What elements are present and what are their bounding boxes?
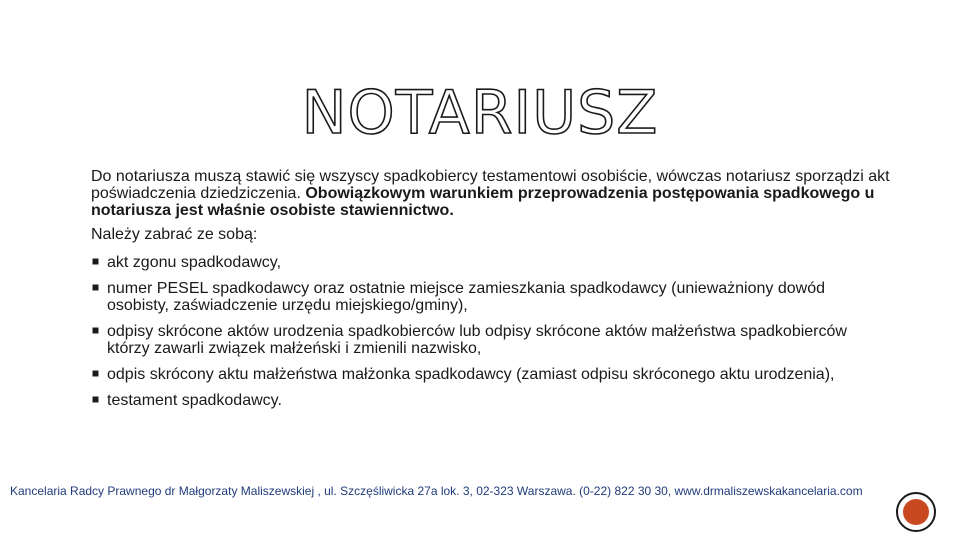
list-item (91, 366, 891, 383)
list-item-text: testament spadkodawcy. (107, 392, 282, 409)
circle-badge-icon (896, 492, 936, 532)
list-item-text: akt zgonu spadkodawcy, (107, 254, 282, 271)
intro-text: Do notariusza muszą stawić się wszyscy spadkobiercy testamentowi osobiście, wówczas notariusz sporządzi akt poświadczenia dziedziczenia. (91, 168, 890, 202)
badge-inner (903, 499, 929, 525)
slide-content (91, 168, 891, 409)
take-label: Należy zabrać ze sobą: (91, 226, 258, 243)
list-item (91, 392, 891, 409)
square-bullet-icon (93, 397, 99, 403)
square-bullet-icon (93, 259, 99, 265)
square-bullet-icon (93, 371, 99, 377)
list-item (91, 323, 891, 357)
list-item-text: odpis skrócony aktu małżeństwa małżonka spadkodawcy (zamiast odpisu skróconego aktu urodzenia), (107, 366, 835, 383)
square-bullet-icon (93, 328, 99, 334)
list-item (91, 280, 891, 314)
intro-bold-text: Obowiązkowym warunkiem przeprowadzenia postępowania spadkowego u notariusza jest właśnie osobiste stawiennictwo. (91, 185, 875, 219)
slide-title: NOTARIUSZ (301, 78, 659, 148)
list-item-text: numer PESEL spadkodawcy oraz ostatnie miejsce zamieszkania spadkodawcy (unieważniony dowód osobisty, zaświadczenie urzędu miejskiego/gminy), (107, 280, 825, 314)
intro-paragraph (91, 168, 891, 219)
footer-contact: Kancelaria Radcy Prawnego dr Małgorzaty Maliszewskiej , ul. Szczęśliwicka 27a lok. 3, 02-323 Warszawa. (0-22) 822 30 30, www.drmaliszewskakancelaria.com (10, 484, 863, 498)
square-bullet-icon (93, 285, 99, 291)
bullet-list (91, 254, 891, 409)
list-item-text: odpisy skrócone aktów urodzenia spadkobierców lub odpisy skrócone aktów małżeństwa spadkobierców którzy zawarli związek małżeński i zmienili nazwisko, (107, 323, 847, 357)
list-item (91, 254, 891, 271)
